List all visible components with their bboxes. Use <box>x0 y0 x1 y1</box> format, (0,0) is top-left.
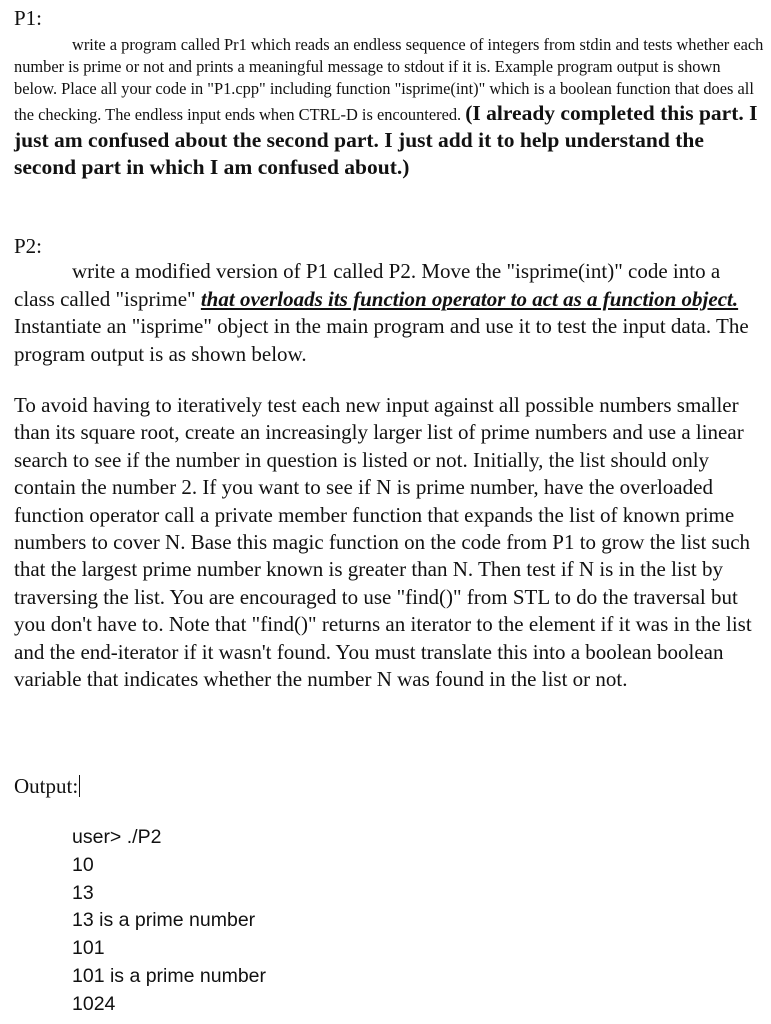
p2-text-emphasis: that overloads its function operator to act as a function object. <box>200 286 739 311</box>
console-line: user> ./P2 <box>72 826 162 848</box>
console-line: 10 <box>72 853 94 876</box>
output-label <box>14 773 80 799</box>
console-line: 13 <box>72 881 94 904</box>
p2-paragraph <box>14 258 762 368</box>
console-line: 101 is a prime number <box>72 964 267 987</box>
p2-text-end: Instantiate an "isprime" object in the main program and use it to test the input data. The program output is as shown below. <box>14 314 749 366</box>
p1-text: write a program called Pr1 which reads an endless sequence of integers from stdin and tests whether each number is prime or not and prints a meaningful message to stdout if it is. Example program output is shown below. Place all your code in "P1.cpp" including function "isprime(int)" which is a boolean function that does all the checking. The endless input ends when CTRL-D is encountered. <box>14 35 764 124</box>
p3-paragraph: To avoid having to iteratively test each new input against all possible numbers smaller than its square root, create an increasingly larger list of prime numbers and use a linear search to see if the number in question is listed or not. Initially, the list should only contain the number 2. If you want to see if N is prime number, have the overloaded function operator call a private member function that expands the list of known prime numbers to cover N. Base this magic function on the code from P1 to grow the list such that the largest prime number known is greater than N. Then test if N is in the list by traversing the list. You are encouraged to use "find()" from STL to do the traversal but you don't have to. Note that "find()" returns an iterator to the element if it was in the list and the end-iterator if it wasn't found. You must translate this into a boolean boolean variable that indicates whether the number N was found in the list or not. <box>14 393 752 692</box>
p1-paragraph <box>14 34 764 181</box>
console-line: 101 <box>72 937 105 960</box>
console-output <box>72 824 266 1019</box>
p2-text-start: write a modified version of P1 called P2. Move the "isprime(int)" code into a class called "isprime" <box>14 259 721 311</box>
p2-heading: P2: <box>14 234 43 258</box>
console-line: 13 is a prime number <box>72 909 256 932</box>
output-label-text: Output: <box>14 774 79 798</box>
p1-heading: P1: <box>14 6 43 30</box>
console-line: 1024 <box>72 992 116 1015</box>
p1-note: (I already completed this part. I just am confused about the second part. I just add it to help understand the second part in which I am confused about.) <box>14 101 758 179</box>
text-cursor <box>79 775 80 797</box>
